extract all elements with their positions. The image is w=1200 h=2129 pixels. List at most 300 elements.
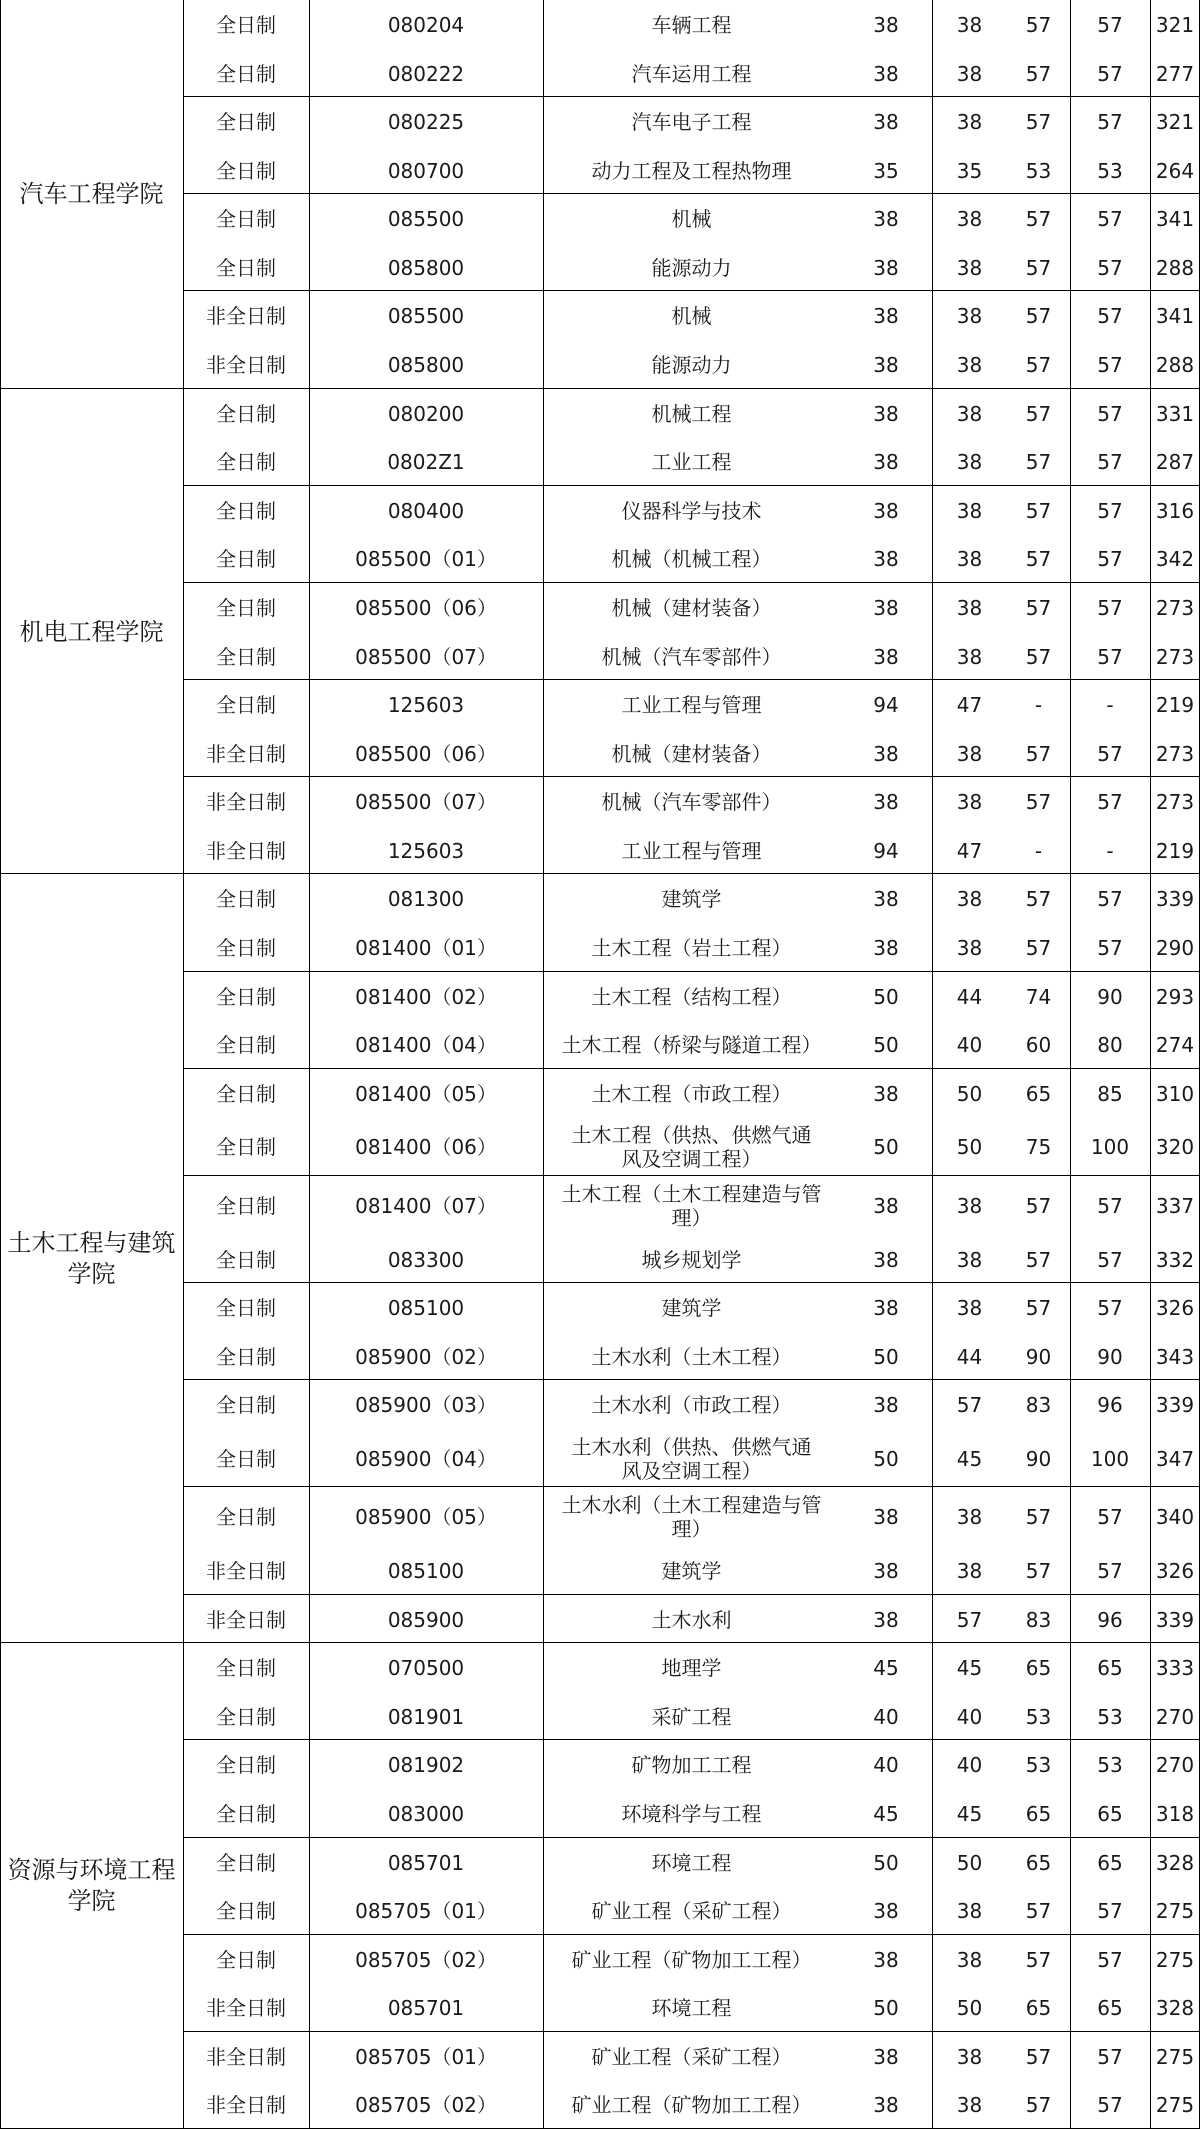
subject2-cell: 57 [1097,12,1123,37]
type-cell: 全日制 [216,984,276,1009]
major-cell: 土木工程（结构工程） [591,984,792,1009]
code-cell: 085100 [387,1295,465,1320]
code-cell: 085705（01） [355,1898,497,1923]
subject1-cell: 57 [1025,741,1052,766]
total-cell: 264 [1155,158,1195,183]
type-cell: 全日制 [216,61,276,86]
table-row [183,1983,1200,2032]
english-cell: 38 [956,1947,983,1972]
subject2-cell: 53 [1097,1704,1123,1729]
subject1-cell: 57 [1025,1193,1052,1218]
english-cell: 38 [956,546,983,571]
subject2-cell: 65 [1097,1655,1123,1680]
politics-cell: 38 [873,1607,899,1632]
subject2-cell: 65 [1097,1801,1123,1826]
code-cell: 081400（02） [355,984,497,1009]
type-cell: 全日制 [216,498,276,523]
table-row [183,2032,1200,2081]
total-cell: 339 [1155,886,1195,911]
english-cell: 38 [956,1295,983,1320]
table-row [183,1429,1200,1488]
politics-cell: 45 [873,1655,899,1680]
code-cell: 085900（02） [355,1344,497,1369]
subject2-cell: 57 [1097,644,1123,669]
politics-cell: 45 [873,1801,899,1826]
table-row [183,146,1200,195]
total-cell: 343 [1155,1344,1195,1369]
type-cell: 全日制 [216,109,276,134]
politics-cell: 38 [873,1247,899,1272]
table-row [183,0,1200,49]
subject1-cell: 57 [1025,303,1052,328]
type-cell: 全日制 [216,1295,276,1320]
code-cell: 085500 [387,206,465,231]
type-cell: 非全日制 [206,352,286,377]
table-row [183,1235,1200,1284]
politics-cell: 38 [873,935,899,960]
politics-cell: 38 [873,1295,899,1320]
code-cell: 085100 [387,1558,465,1583]
politics-cell: 38 [873,1947,899,1972]
type-cell: 非全日制 [206,2092,286,2117]
type-cell: 全日制 [216,158,276,183]
type-cell: 全日制 [216,12,276,37]
subject2-cell: - [1106,692,1114,717]
subject2-cell: 90 [1097,984,1123,1009]
code-cell: 080222 [387,61,465,86]
major-cell: 矿物加工工程 [631,1752,752,1777]
major-cell: 矿业工程（采矿工程） [591,1898,792,1923]
politics-cell: 35 [873,158,899,183]
politics-cell: 38 [873,1504,899,1529]
politics-cell: 38 [873,61,899,86]
english-cell: 57 [956,1607,983,1632]
major-cell: 能源动力 [651,255,732,280]
code-cell: 080700 [387,158,465,183]
type-cell: 全日制 [216,546,276,571]
type-cell: 全日制 [216,1850,276,1875]
code-cell: 081400（06） [355,1134,497,1159]
politics-cell: 38 [873,12,899,37]
total-cell: 287 [1155,449,1195,474]
major-cell: 汽车电子工程 [631,109,752,134]
english-cell: 47 [956,838,983,863]
total-cell: 273 [1155,595,1195,620]
subject2-cell: 53 [1097,1752,1123,1777]
politics-cell: 94 [873,838,899,863]
subject2-cell: 57 [1097,1947,1123,1972]
code-cell: 085500（07） [355,644,497,669]
subject1-cell: 65 [1025,1655,1052,1680]
english-cell: 38 [956,109,983,134]
code-cell: 081300 [387,886,465,911]
code-cell: 080400 [387,498,465,523]
type-cell: 非全日制 [206,1558,286,1583]
type-cell: 全日制 [216,1504,276,1529]
total-cell: 328 [1155,1995,1195,2020]
total-cell: 339 [1155,1607,1195,1632]
major-cell: 地理学 [661,1655,722,1680]
subject2-cell: 57 [1097,61,1123,86]
major-cell: 土木工程（土木工程建造与管 理） [561,1181,822,1230]
subject2-cell: 57 [1097,935,1123,960]
code-cell: 085900（03） [355,1392,497,1417]
english-cell: 38 [956,61,983,86]
total-cell: 347 [1155,1446,1195,1471]
total-cell: 275 [1155,1947,1195,1972]
subject2-cell: 57 [1097,352,1123,377]
total-cell: 270 [1155,1704,1195,1729]
major-cell: 机械工程 [651,401,732,426]
subject1-cell: 75 [1025,1134,1052,1159]
subject1-cell: 57 [1025,206,1052,231]
total-cell: 219 [1155,838,1195,863]
english-cell: 47 [956,692,983,717]
type-cell: 全日制 [216,935,276,960]
total-cell: 274 [1155,1032,1195,1057]
major-cell: 土木工程（供热、供燃气通 风及空调工程） [571,1122,812,1171]
major-cell: 采矿工程 [651,1704,732,1729]
table-row [183,1020,1200,1069]
english-cell: 38 [956,1193,983,1218]
subject1-cell: 90 [1025,1446,1052,1471]
english-cell: 38 [956,401,983,426]
subject2-cell: 57 [1097,546,1123,571]
total-cell: 328 [1155,1850,1195,1875]
code-cell: 085705（02） [355,2092,497,2117]
english-cell: 38 [956,1898,983,1923]
subject2-cell: 57 [1097,1295,1123,1320]
major-cell: 建筑学 [661,1295,722,1320]
subject2-cell: 57 [1097,1898,1123,1923]
subject1-cell: 65 [1025,1801,1052,1826]
major-cell: 机械 [671,206,712,231]
table-row [183,680,1200,729]
subject1-cell: 57 [1025,595,1052,620]
politics-cell: 50 [873,1134,899,1159]
english-cell: 50 [956,1134,983,1159]
type-cell: 全日制 [216,1947,276,1972]
subject1-cell: 65 [1025,1995,1052,2020]
major-cell: 矿业工程（矿物加工工程） [571,1947,812,1972]
major-cell: 环境科学与工程 [621,1801,762,1826]
type-cell: 全日制 [216,1898,276,1923]
table-row [183,1487,1200,1546]
table-row [183,1692,1200,1741]
politics-cell: 38 [873,2044,899,2069]
major-cell: 环境工程 [651,1850,732,1875]
type-cell: 非全日制 [206,1995,286,2020]
politics-cell: 50 [873,1032,899,1057]
major-cell: 环境工程 [651,1995,732,2020]
politics-cell: 38 [873,1193,899,1218]
politics-cell: 50 [873,1344,899,1369]
english-cell: 38 [956,352,983,377]
subject2-cell: 53 [1097,158,1123,183]
politics-cell: 38 [873,886,899,911]
english-cell: 38 [956,2092,983,2117]
english-cell: 44 [956,1344,983,1369]
politics-cell: 38 [873,303,899,328]
code-cell: 085500（07） [355,789,497,814]
subject2-cell: 57 [1097,206,1123,231]
english-cell: 40 [956,1032,983,1057]
table-row [183,826,1200,875]
major-cell: 建筑学 [661,886,722,911]
major-cell: 土木工程（市政工程） [591,1081,792,1106]
total-cell: 320 [1155,1134,1195,1159]
subject1-cell: 57 [1025,2092,1052,2117]
table-row [183,777,1200,826]
total-cell: 333 [1155,1655,1195,1680]
college-name: 资源与环境工程 学院 [7,1856,176,1915]
type-cell: 非全日制 [206,303,286,328]
subject2-cell: 96 [1097,1392,1123,1417]
politics-cell: 38 [873,789,899,814]
total-cell: 321 [1155,109,1195,134]
english-cell: 44 [956,984,983,1009]
college-name: 土木工程与建筑 学院 [7,1228,176,1288]
table-row [183,729,1200,778]
subject1-cell: 57 [1025,109,1052,134]
subject2-cell: 57 [1097,1247,1123,1272]
subject2-cell: 57 [1097,498,1123,523]
english-cell: 38 [956,1504,983,1529]
subject1-cell: 57 [1025,1898,1052,1923]
subject2-cell: 57 [1097,2044,1123,2069]
total-cell: 275 [1155,2092,1195,2117]
politics-cell: 50 [873,1446,899,1471]
politics-cell: 38 [873,109,899,134]
code-cell: 085701 [387,1850,465,1875]
type-cell: 全日制 [216,1032,276,1057]
politics-cell: 40 [873,1752,899,1777]
type-cell: 全日制 [216,1655,276,1680]
type-cell: 全日制 [216,644,276,669]
politics-cell: 38 [873,1898,899,1923]
table-row [183,1176,1200,1235]
politics-cell: 50 [873,1995,899,2020]
english-cell: 38 [956,935,983,960]
type-cell: 全日制 [216,1801,276,1826]
subject2-cell: 57 [1097,1193,1123,1218]
major-cell: 机械（建材装备） [611,741,772,766]
subject1-cell: 57 [1025,61,1052,86]
subject1-cell: 57 [1025,644,1052,669]
type-cell: 非全日制 [206,1607,286,1632]
table-row [183,2080,1200,2129]
code-cell: 085701 [387,1995,465,2020]
code-cell: 080204 [387,12,465,37]
subject2-cell: 57 [1097,449,1123,474]
subject1-cell: 53 [1025,1704,1052,1729]
major-cell: 土木水利（供热、供燃气通 风及空调工程） [571,1434,812,1483]
code-cell: 081400（05） [355,1081,497,1106]
code-cell: 085500（06） [355,595,497,620]
table-row [183,972,1200,1021]
subject1-cell: - [1034,838,1043,863]
total-cell: 273 [1155,789,1195,814]
subject2-cell: 57 [1097,109,1123,134]
type-cell: 全日制 [216,1193,276,1218]
major-cell: 工业工程 [651,449,732,474]
type-cell: 全日制 [216,1081,276,1106]
table-row [183,49,1200,98]
type-cell: 非全日制 [206,2044,286,2069]
english-cell: 38 [956,886,983,911]
total-cell: 275 [1155,2044,1195,2069]
total-cell: 339 [1155,1392,1195,1417]
english-cell: 57 [956,1392,983,1417]
code-cell: 125603 [387,692,465,717]
code-cell: 085800 [387,352,465,377]
subject1-cell: - [1034,692,1043,717]
subject2-cell: 85 [1097,1081,1123,1106]
table-row [183,243,1200,292]
politics-cell: 38 [873,206,899,231]
table-row [183,1643,1200,1692]
english-cell: 38 [956,595,983,620]
politics-cell: 38 [873,401,899,426]
table-row [183,291,1200,340]
major-cell: 建筑学 [661,1558,722,1583]
code-cell: 085900（04） [355,1446,497,1471]
type-cell: 全日制 [216,692,276,717]
subject1-cell: 57 [1025,1947,1052,1972]
major-cell: 矿业工程（矿物加工工程） [571,2092,812,2117]
type-cell: 全日制 [216,886,276,911]
politics-cell: 38 [873,644,899,669]
english-cell: 50 [956,1081,983,1106]
total-cell: 316 [1155,498,1195,523]
subject1-cell: 57 [1025,2044,1052,2069]
code-cell: 081901 [387,1704,465,1729]
table-row [183,923,1200,972]
table-row [183,583,1200,632]
english-cell: 40 [956,1752,983,1777]
table-row [183,874,1200,923]
table-row [183,437,1200,486]
subject2-cell: 65 [1097,1850,1123,1875]
major-cell: 土木水利（市政工程） [591,1392,792,1417]
major-cell: 机械（建材装备） [611,595,772,620]
major-cell: 土木水利 [651,1607,732,1632]
english-cell: 38 [956,12,983,37]
english-cell: 50 [956,1995,983,2020]
table-row [183,1332,1200,1381]
subject2-cell: - [1106,838,1114,863]
type-cell: 全日制 [216,401,276,426]
subject2-cell: 80 [1097,1032,1123,1057]
subject1-cell: 57 [1025,789,1052,814]
total-cell: 273 [1155,741,1195,766]
politics-cell: 38 [873,1392,899,1417]
subject1-cell: 65 [1025,1081,1052,1106]
subject2-cell: 57 [1097,303,1123,328]
subject2-cell: 100 [1090,1446,1130,1471]
subject1-cell: 57 [1025,12,1052,37]
major-cell: 城乡规划学 [641,1247,742,1272]
subject1-cell: 57 [1025,886,1052,911]
subject1-cell: 57 [1025,1504,1052,1529]
total-cell: 326 [1155,1558,1195,1583]
type-cell: 全日制 [216,1446,276,1471]
table-row [183,1838,1200,1887]
subject1-cell: 57 [1025,255,1052,280]
type-cell: 全日制 [216,1392,276,1417]
total-cell: 290 [1155,935,1195,960]
code-cell: 085500 [387,303,465,328]
code-cell: 081400（04） [355,1032,497,1057]
total-cell: 288 [1155,352,1195,377]
code-cell: 081400（07） [355,1193,497,1218]
table-row [183,632,1200,681]
english-cell: 45 [956,1655,983,1680]
table-row [183,1283,1200,1332]
code-cell: 083300 [387,1247,465,1272]
total-cell: 341 [1155,303,1195,328]
total-cell: 332 [1155,1247,1195,1272]
politics-cell: 94 [873,692,899,717]
subject1-cell: 57 [1025,546,1052,571]
subject1-cell: 74 [1025,984,1052,1009]
subject2-cell: 57 [1097,789,1123,814]
major-cell: 机械 [671,303,712,328]
type-cell: 全日制 [216,1344,276,1369]
politics-cell: 38 [873,741,899,766]
subject1-cell: 83 [1025,1392,1052,1417]
english-cell: 45 [956,1446,983,1471]
table-row [183,1380,1200,1429]
subject1-cell: 57 [1025,1295,1052,1320]
table-row [183,1595,1200,1644]
type-cell: 全日制 [216,1704,276,1729]
english-cell: 38 [956,449,983,474]
total-cell: 340 [1155,1504,1195,1529]
major-cell: 汽车运用工程 [631,61,752,86]
total-cell: 270 [1155,1752,1195,1777]
table-row [183,1886,1200,1935]
subject1-cell: 57 [1025,1247,1052,1272]
politics-cell: 38 [873,498,899,523]
english-cell: 38 [956,1558,983,1583]
table-row [183,1069,1200,1118]
major-cell: 土木工程（桥梁与隧道工程） [561,1032,822,1057]
english-cell: 45 [956,1801,983,1826]
subject2-cell: 57 [1097,595,1123,620]
english-cell: 35 [956,158,983,183]
code-cell: 085500（01） [355,546,497,571]
english-cell: 50 [956,1850,983,1875]
table-row [183,340,1200,389]
table-row [183,194,1200,243]
subject1-cell: 57 [1025,352,1052,377]
subject1-cell: 53 [1025,158,1052,183]
politics-cell: 40 [873,1704,899,1729]
code-cell: 070500 [387,1655,465,1680]
english-cell: 40 [956,1704,983,1729]
subject1-cell: 65 [1025,1850,1052,1875]
politics-cell: 38 [873,352,899,377]
subject2-cell: 90 [1097,1344,1123,1369]
total-cell: 321 [1155,12,1195,37]
college-name: 机电工程学院 [19,617,164,646]
total-cell: 318 [1155,1801,1195,1826]
major-cell: 机械（汽车零部件） [601,789,782,814]
total-cell: 219 [1155,692,1195,717]
code-cell: 081902 [387,1752,465,1777]
major-cell: 工业工程与管理 [621,692,762,717]
